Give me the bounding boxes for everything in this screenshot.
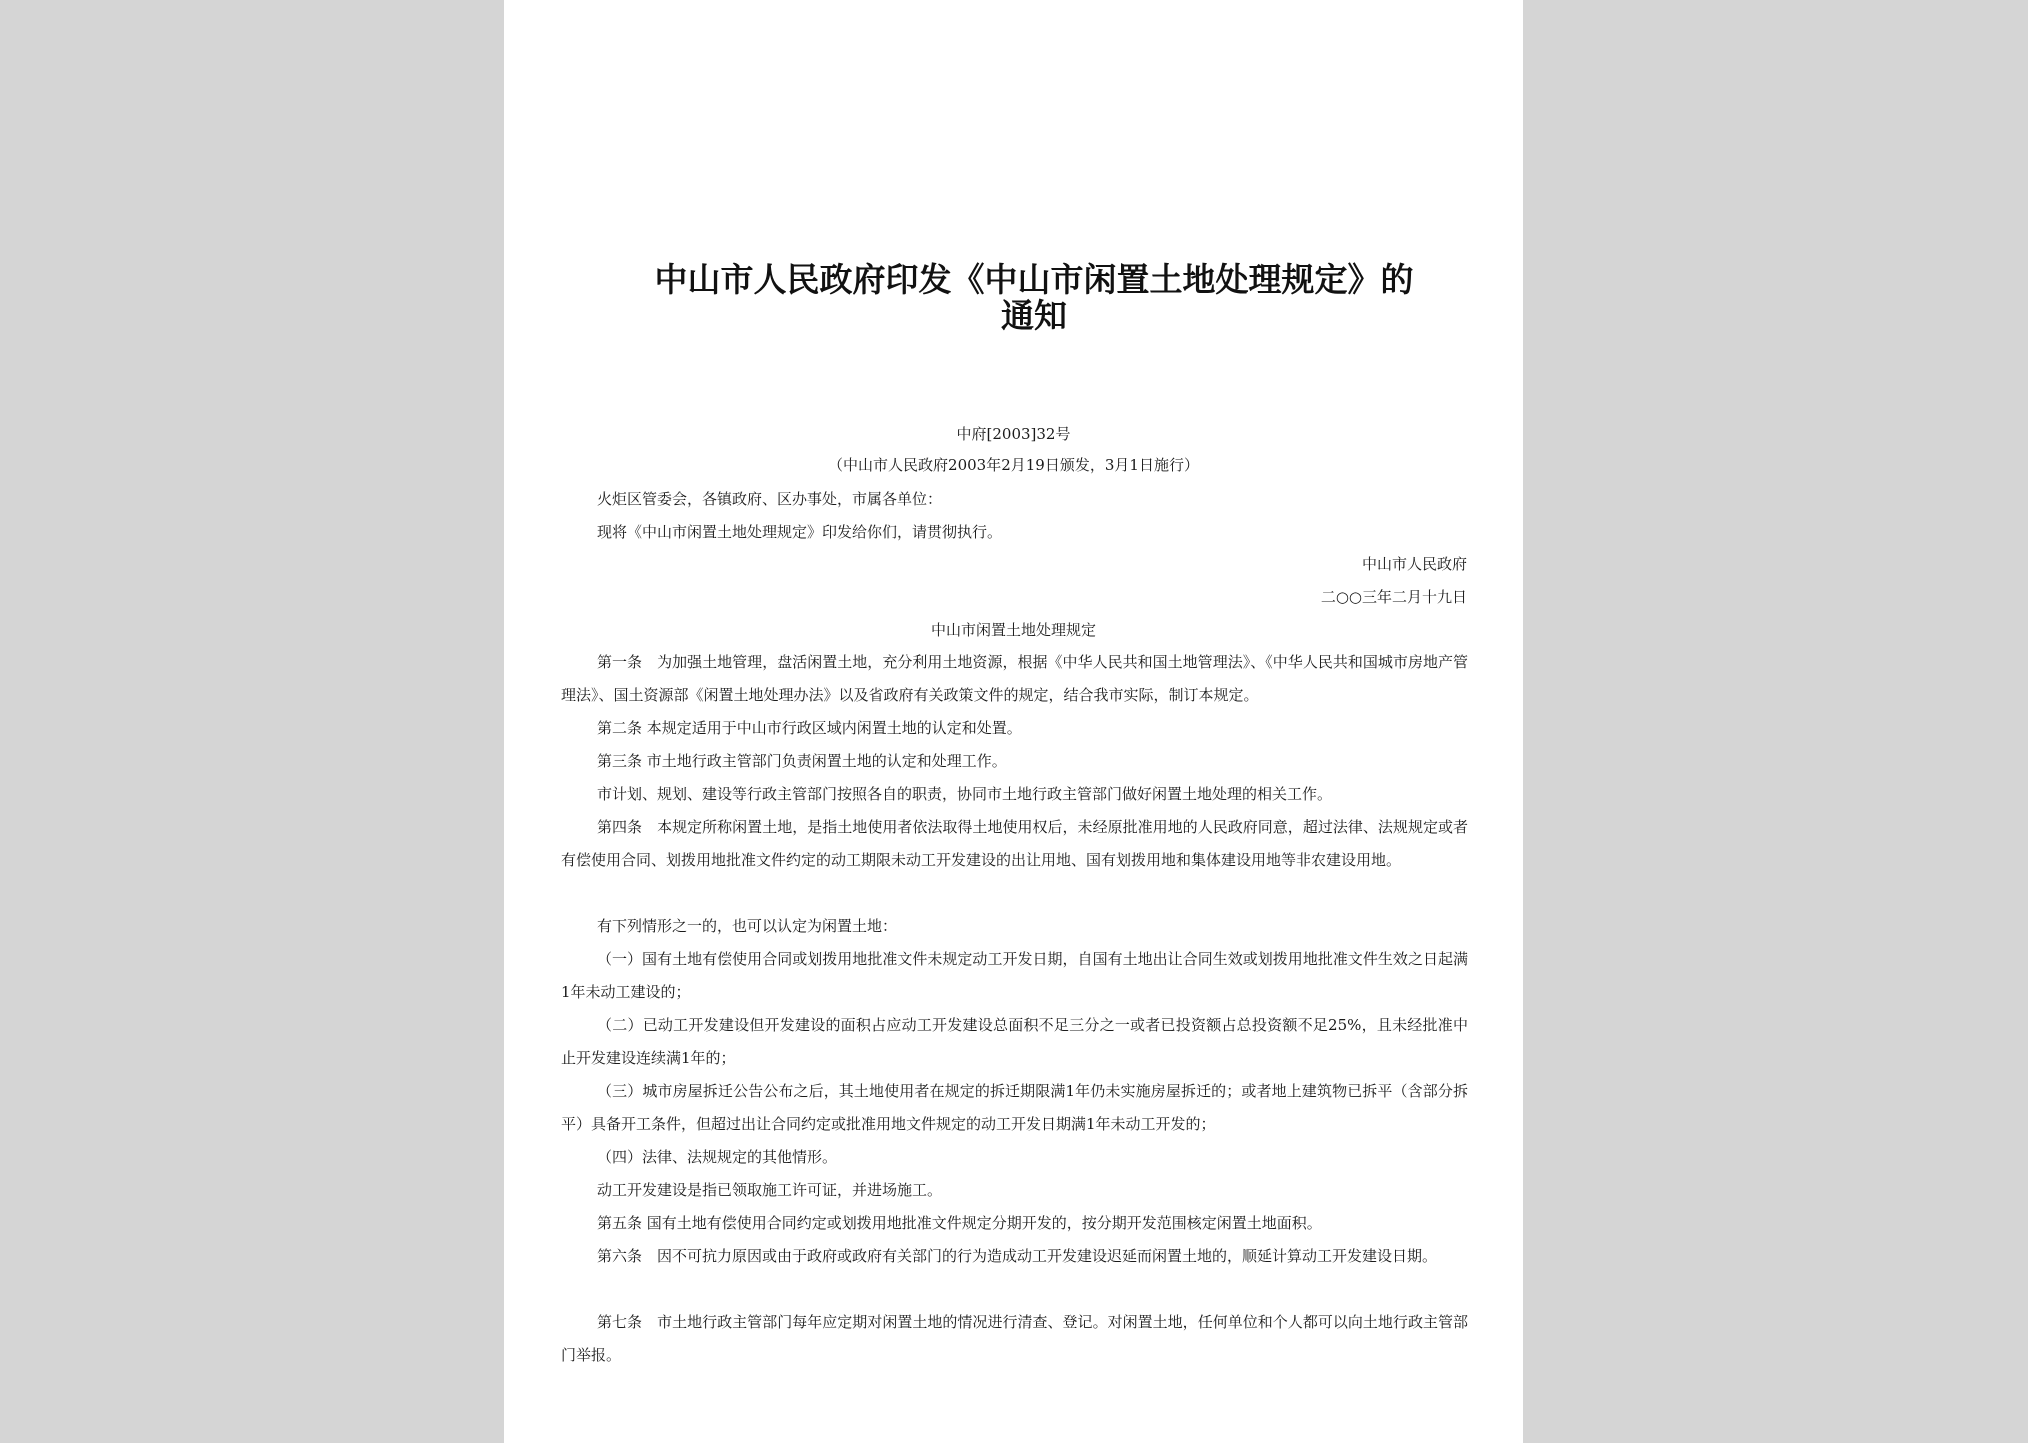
intro-text: 现将《中山市闲置土地处理规定》印发给你们，请贯彻执行。 (597, 523, 1003, 541)
issue-note: （中山市人民政府2003年2月19日颁发，3月1日施行） (828, 456, 1199, 474)
recipients: 火炬区管委会，各镇政府、区办事处，市属各单位： (597, 490, 943, 508)
article-6: 第六条 因不可抗力原因或由于政府或政府有关部门的行为造成动工开发建设迟延而闲置土地的，顺延计算动工开发建设日期。 (597, 1247, 1438, 1265)
case-4: （四）法律、法规规定的其他情形。 (597, 1148, 838, 1166)
case-3: （三）城市房屋拆迁公告公布之后，其土地使用者在规定的拆迁期限满1年仍未实施房屋拆迁的；或者地上建筑物已拆平（含部分拆平）具备开工条件，但超过出让合同约定或批准用地文件规定的动工开发日期满1年未动工开发的； (561, 1082, 1468, 1133)
case-1: （一）国有土地有偿使用合同或划拨用地批准文件未规定动工开发日期，自国有土地出让合同生效或划拨用地批准文件生效之日起满1年未动工建设的； (561, 950, 1468, 1001)
article-7: 第七条 市土地行政主管部门每年应定期对闲置土地的情况进行清查、登记。对闲置土地，任何单位和个人都可以向土地行政主管部门举报。 (561, 1313, 1468, 1364)
rules-title: 中山市闲置土地处理规定 (930, 621, 1096, 639)
article-1: 第一条 为加强土地管理，盘活闲置土地，充分利用土地资源，根据《中华人民共和国土地管理法》、《中华人民共和国城市房地产管理法》、国土资源部《闲置土地处理办法》以及省政府有关政策文件的规定，结合我市实际，制订本规定。 (561, 653, 1468, 704)
document-title (584, 262, 1484, 334)
article-3-cont: 市计划、规划、建设等行政主管部门按照各自的职责，协同市土地行政主管部门做好闲置土地处理的相关工作。 (597, 785, 1333, 803)
article-3: 第三条 市土地行政主管部门负责闲置土地的认定和处理工作。 (597, 752, 1007, 770)
document-page (504, 0, 1523, 1443)
title-line-2: 通知 (1001, 296, 1067, 335)
article-4-intro: 有下列情形之一的，也可以认定为闲置土地： (597, 917, 898, 935)
issuer-signature: 中山市人民政府 (1361, 555, 1467, 573)
construction-definition: 动工开发建设是指已领取施工许可证，并进场施工。 (597, 1181, 943, 1199)
article-5: 第五条 国有土地有偿使用合同约定或划拨用地批准文件规定分期开发的，按分期开发范围核定闲置土地面积。 (597, 1214, 1322, 1232)
doc-number: 中府[2003]32号 (956, 425, 1071, 443)
article-4: 第四条 本规定所称闲置土地，是指土地使用者依法取得土地使用权后，未经原批准用地的人民政府同意，超过法律、法规规定或者有偿使用合同、划拨用地批准文件约定的动工期限未动工开发建设的出让用地、国有划拨用地和集体建设用地等非农建设用地。 (561, 818, 1468, 869)
issue-date: 二○○三年二月十九日 (1320, 588, 1467, 606)
article-2: 第二条 本规定适用于中山市行政区域内闲置土地的认定和处置。 (597, 719, 1022, 737)
case-2: （二）已动工开发建设但开发建设的面积占应动工开发建设总面积不足三分之一或者已投资额占总投资额不足25%，且未经批准中止开发建设连续满1年的； (561, 1016, 1468, 1067)
title-line-1: 中山市人民政府印发《中山市闲置土地处理规定》的 (654, 260, 1414, 299)
